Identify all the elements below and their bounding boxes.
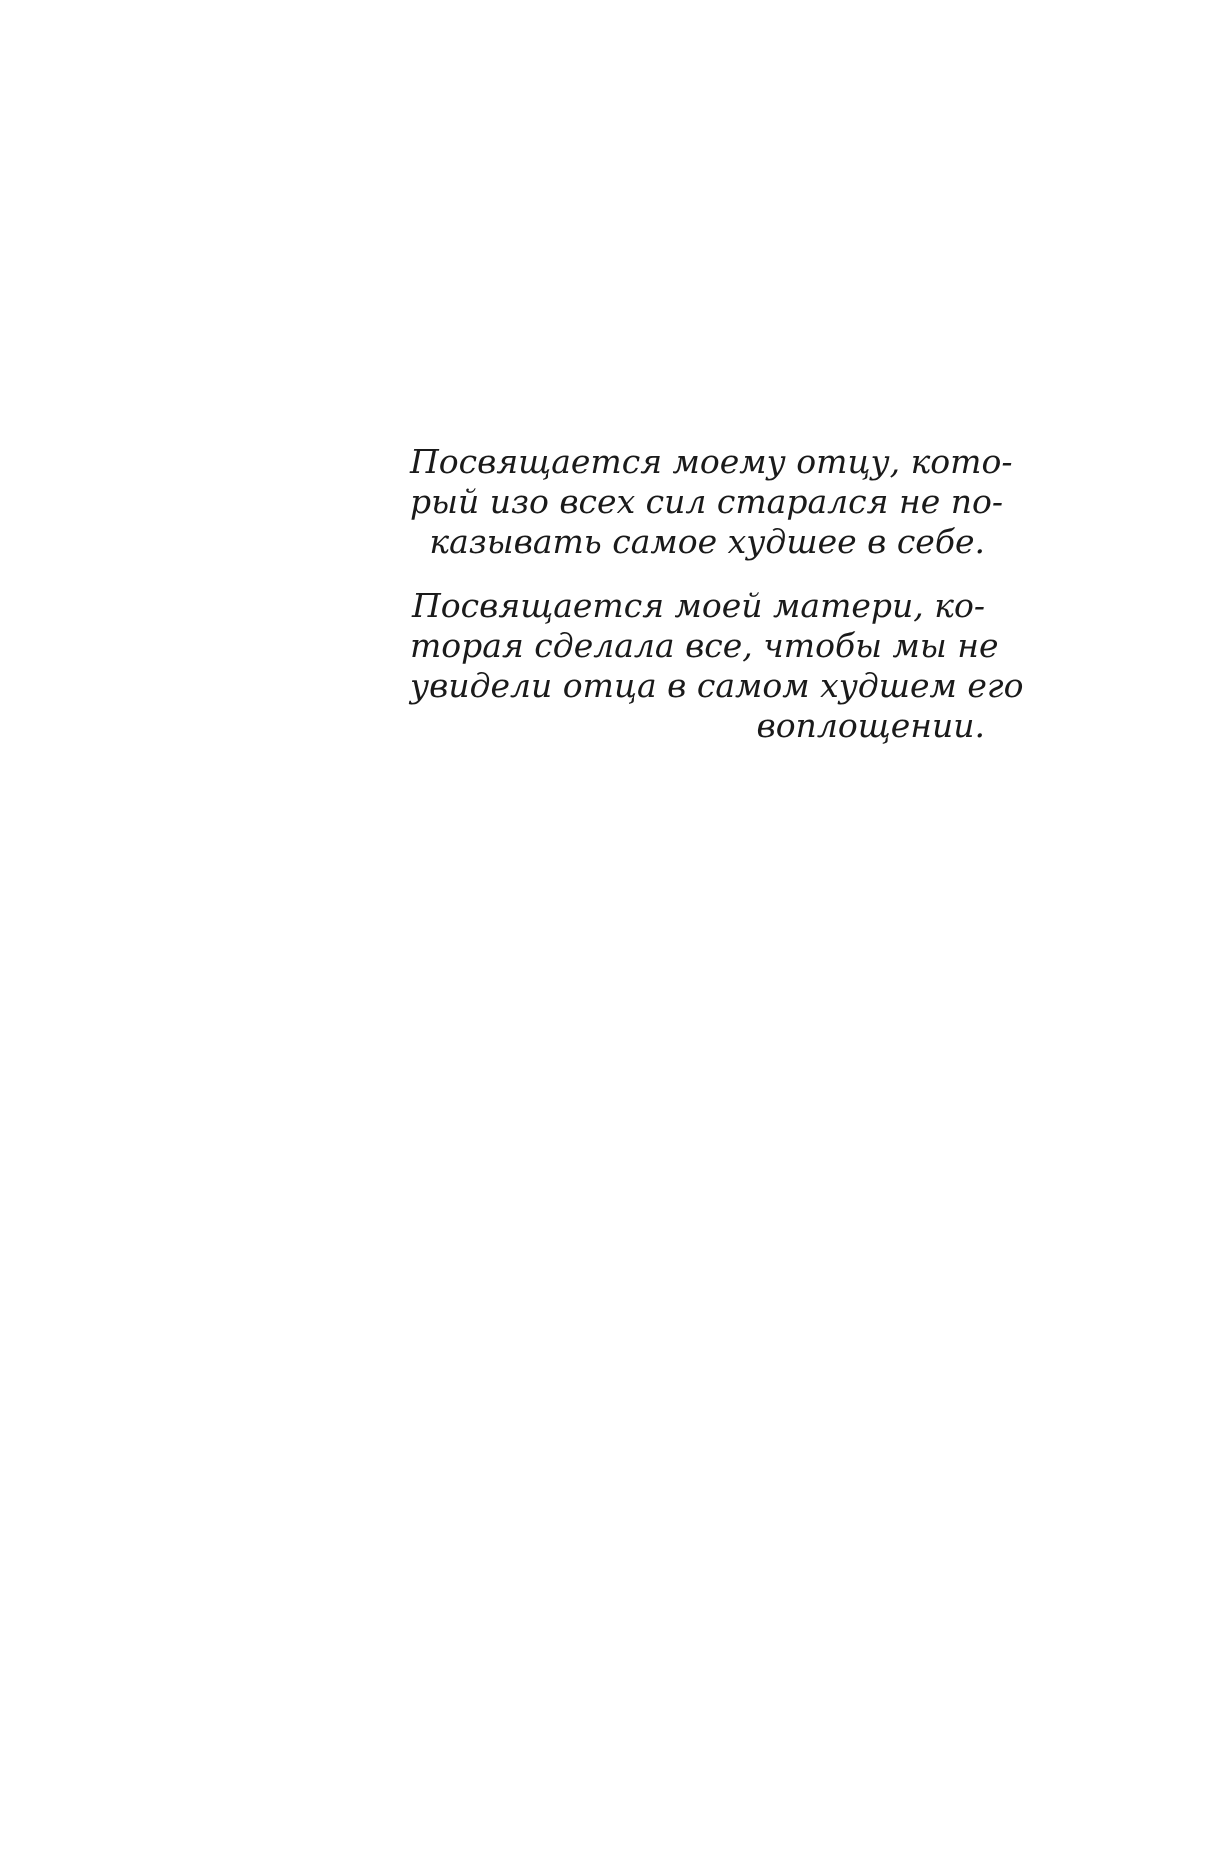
- dedication-line: Посвящается моей матери, ко-: [412, 586, 985, 625]
- dedication-line: рый изо всех сил старался не по-: [410, 482, 1004, 521]
- dedication-to-father: [410, 442, 1013, 562]
- dedication-block: [410, 442, 1024, 770]
- dedication-line: Посвящается моему отцу, кото-: [410, 442, 1013, 481]
- dedication-to-mother: [410, 586, 1024, 746]
- dedication-line: казывать самое худшее в себе.: [429, 522, 985, 561]
- dedication-line: воплощении.: [756, 706, 985, 745]
- dedication-line: увидели отца в самом худшем его: [410, 666, 1024, 705]
- dedication-line: торая сделала все, чтобы мы не: [410, 626, 999, 665]
